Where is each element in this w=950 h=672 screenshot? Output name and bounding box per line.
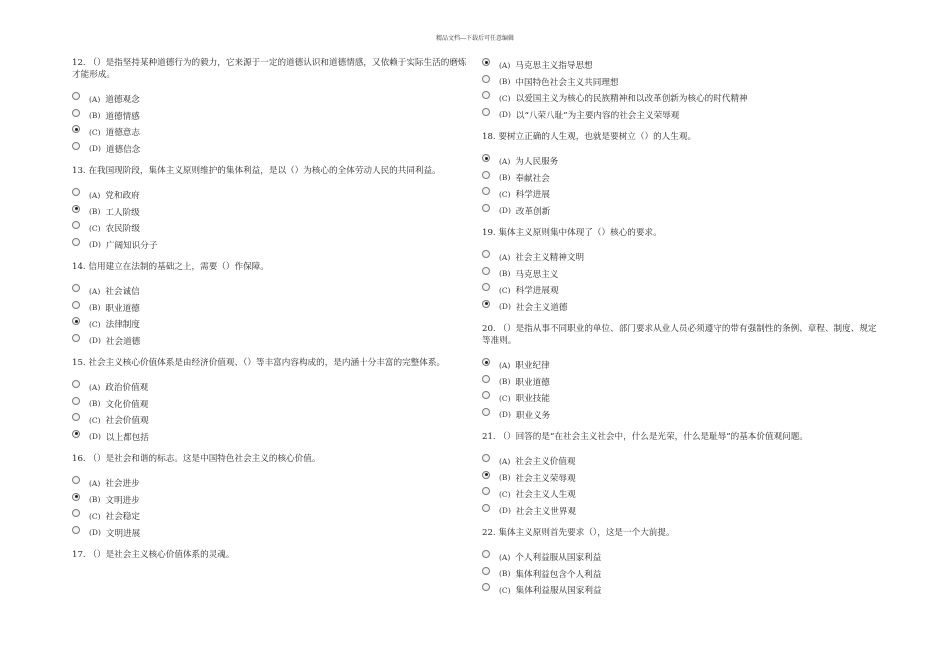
option-label: 道德信念 (105, 144, 141, 155)
radio-unchecked-icon[interactable] (72, 188, 80, 196)
option-key: (A) (499, 252, 511, 262)
option-label: 职业道德 (105, 303, 140, 314)
option-key: (C) (499, 393, 511, 403)
option-label: 社会主义世界观 (515, 506, 577, 517)
radio-unchecked-icon[interactable] (482, 267, 490, 275)
radio-checked-icon[interactable] (482, 300, 490, 308)
question-text: 19. 集体主义原则集中体现了（）核心的要求。 (482, 228, 662, 238)
answer-option[interactable] (482, 282, 882, 299)
option-label: 以爱国主义为核心的民族精神和以改革创新为核心的时代精神 (515, 94, 748, 105)
radio-unchecked-icon[interactable] (72, 301, 80, 309)
question-12 (72, 57, 472, 157)
option-label: 文明进展 (105, 528, 141, 539)
option-label: 社会进步 (105, 479, 140, 490)
answer-option[interactable] (482, 57, 882, 74)
option-label: 个人利益服从国家利益 (515, 553, 602, 564)
question-17 (72, 549, 472, 561)
option-key: (B) (89, 207, 101, 217)
right-column (482, 57, 882, 607)
radio-unchecked-icon[interactable] (72, 397, 80, 405)
option-label: 社会主义精神文明 (515, 253, 585, 264)
option-label: 职业纪律 (515, 361, 550, 372)
option-key: (C) (89, 415, 101, 425)
radio-checked-icon[interactable] (72, 205, 80, 213)
answer-option[interactable] (72, 283, 472, 300)
answer-option[interactable] (482, 186, 882, 203)
option-label: 职业道德 (515, 377, 550, 388)
option-key: (B) (89, 303, 101, 313)
radio-unchecked-icon[interactable] (72, 334, 80, 342)
radio-unchecked-icon[interactable] (482, 108, 490, 116)
radio-unchecked-icon[interactable] (482, 454, 490, 462)
option-label: 科学进展观 (515, 286, 559, 297)
option-label: 道德意志 (105, 128, 140, 139)
answer-option[interactable] (72, 220, 472, 237)
answer-option[interactable] (482, 486, 882, 503)
radio-unchecked-icon[interactable] (72, 142, 80, 150)
answer-option[interactable] (72, 396, 472, 413)
question-text: 21. （）回答的是“在社会主义社会中，什么是光荣，什么是耻辱”的基本价值观问题。 (482, 432, 808, 442)
answer-option[interactable] (72, 412, 472, 429)
option-key: (C) (499, 189, 511, 199)
option-label: 社会主义道德 (515, 302, 568, 313)
question-text: 12. （）是指坚持某种道德行为的毅力，它来源于一定的道德认识和道德情感，又依赖于实际生活的磨炼才能形成。 (72, 58, 467, 80)
answer-option[interactable] (72, 108, 472, 125)
radio-unchecked-icon[interactable] (72, 413, 80, 421)
question-text: 20. （）是指从事不同职业的单位、部门要求从业人员必须遵守的带有强制性的条例、章程、制度、规定等准则。 (482, 324, 877, 346)
option-label: 法律制度 (105, 320, 140, 331)
option-label: 农民阶级 (105, 224, 140, 235)
radio-unchecked-icon[interactable] (72, 238, 80, 246)
radio-unchecked-icon[interactable] (72, 221, 80, 229)
option-key: (A) (499, 156, 511, 166)
radio-unchecked-icon[interactable] (482, 550, 490, 558)
question-21 (482, 431, 882, 519)
answer-option[interactable] (72, 124, 472, 141)
radio-checked-icon[interactable] (72, 430, 80, 438)
option-key: (C) (499, 585, 511, 595)
answer-option[interactable] (482, 549, 882, 566)
option-label: 马克思主义 (515, 269, 559, 280)
option-label: 社会诚信 (105, 287, 140, 298)
option-key: (C) (499, 285, 511, 295)
question-text: 15. 社会主义核心价值体系是由经济价值观、（）等丰富内容构成的，是内涵十分丰富的完整体系。 (72, 358, 446, 368)
answer-option[interactable] (482, 90, 882, 107)
radio-checked-icon[interactable] (72, 317, 80, 325)
option-label: 政治价值观 (105, 383, 149, 394)
answer-option[interactable] (482, 357, 882, 374)
answer-option[interactable] (482, 374, 882, 391)
answer-option[interactable] (482, 503, 882, 520)
option-label: 以上都包括 (105, 432, 149, 443)
question-20 (482, 323, 882, 423)
radio-unchecked-icon[interactable] (482, 504, 490, 512)
radio-unchecked-icon[interactable] (482, 487, 490, 495)
radio-unchecked-icon[interactable] (72, 526, 80, 534)
radio-unchecked-icon[interactable] (72, 476, 80, 484)
option-key: (A) (89, 286, 101, 296)
radio-unchecked-icon[interactable] (482, 91, 490, 99)
option-label: 文明进步 (105, 495, 140, 506)
option-key: (D) (89, 528, 101, 538)
option-key: (C) (89, 511, 101, 521)
option-label: 文化价值观 (105, 399, 149, 410)
option-label: 社会道德 (105, 336, 141, 347)
option-key: (B) (499, 269, 511, 279)
answer-option[interactable] (72, 525, 472, 542)
answer-option[interactable] (72, 204, 472, 221)
option-key: (D) (89, 144, 101, 154)
radio-unchecked-icon[interactable] (482, 408, 490, 416)
radio-unchecked-icon[interactable] (482, 567, 490, 575)
radio-unchecked-icon[interactable] (72, 92, 80, 100)
radio-unchecked-icon[interactable] (482, 583, 490, 591)
option-label: 道德观念 (105, 95, 140, 106)
answer-option[interactable] (72, 141, 472, 158)
answer-option[interactable] (482, 74, 882, 91)
answer-option[interactable] (482, 582, 882, 599)
option-key: (C) (499, 93, 511, 103)
question-19 (482, 227, 882, 315)
radio-unchecked-icon[interactable] (482, 391, 490, 399)
answer-option[interactable] (482, 107, 882, 124)
option-label: 社会主义人生观 (515, 490, 576, 501)
option-label: 社会稳定 (105, 512, 140, 523)
option-key: (D) (499, 110, 511, 120)
answer-option[interactable] (72, 300, 472, 317)
answer-option[interactable] (72, 333, 472, 350)
left-column (72, 57, 472, 571)
radio-unchecked-icon[interactable] (482, 171, 490, 179)
question-text: 17. （）是社会主义核心价值体系的灵魂。 (72, 550, 235, 560)
option-key: (C) (89, 319, 101, 329)
question-15 (72, 357, 472, 445)
answer-option[interactable] (72, 379, 472, 396)
radio-unchecked-icon[interactable] (72, 509, 80, 517)
option-key: (C) (89, 223, 101, 233)
option-key: (A) (89, 94, 101, 104)
answer-option[interactable] (72, 316, 472, 333)
radio-unchecked-icon[interactable] (482, 283, 490, 291)
radio-checked-icon[interactable] (72, 493, 80, 501)
answer-option[interactable] (482, 390, 882, 407)
question-text: 14. 信用建立在法制的基础之上，需要（）作保障。 (72, 262, 269, 272)
option-key: (A) (89, 190, 101, 200)
option-label: 中国特色社会主义共同理想 (515, 77, 619, 88)
option-label: 奉献社会 (515, 173, 550, 184)
option-key: (D) (499, 410, 511, 420)
option-key: (B) (499, 473, 511, 483)
answer-option[interactable] (72, 237, 472, 254)
radio-unchecked-icon[interactable] (482, 375, 490, 383)
option-key: (D) (499, 206, 511, 216)
radio-unchecked-icon[interactable] (482, 204, 490, 212)
question-14 (72, 261, 472, 349)
option-key: (C) (499, 489, 511, 499)
radio-checked-icon[interactable] (72, 125, 80, 133)
answer-option[interactable] (72, 508, 472, 525)
option-label: 马克思主义指导思想 (515, 61, 593, 72)
question-18 (482, 131, 882, 219)
answer-option[interactable] (482, 266, 882, 283)
option-label: 道德情感 (105, 111, 140, 122)
option-key: (B) (89, 495, 101, 505)
question-13 (72, 165, 472, 253)
option-key: (B) (499, 377, 511, 387)
option-label: 社会主义荣辱观 (515, 473, 576, 484)
question-text: 16. （）是社会和谐的标志。这是中国特色社会主义的核心价值。 (72, 454, 321, 464)
option-label: 以“八荣八耻”为主要内容的社会主义荣辱观 (515, 110, 680, 121)
option-label: 科学进展 (515, 190, 550, 201)
option-label: 改革创新 (515, 206, 551, 217)
question-text: 22. 集体主义原则首先要求（），这是一个大前提。 (482, 528, 675, 538)
option-label: 职业技能 (515, 394, 550, 405)
answer-option[interactable] (482, 470, 882, 487)
page-header: 精品文档---下载后可任意编辑 (435, 35, 515, 42)
question-16 (72, 453, 472, 541)
option-key: (D) (89, 432, 101, 442)
answer-option[interactable] (482, 407, 882, 424)
answer-option[interactable] (482, 249, 882, 266)
option-key: (A) (89, 382, 101, 392)
question-text: 18. 要树立正确的人生观，也就是要树立（）的人生观。 (482, 132, 697, 142)
option-key: (D) (499, 302, 511, 312)
question-22 (482, 527, 882, 599)
radio-checked-icon[interactable] (482, 58, 490, 66)
answer-option[interactable] (482, 453, 882, 470)
answer-option[interactable] (72, 492, 472, 509)
radio-unchecked-icon[interactable] (482, 187, 490, 195)
answer-option[interactable] (72, 429, 472, 446)
option-label: 广阔知识分子 (105, 240, 158, 251)
answer-option[interactable] (482, 170, 882, 187)
answer-option[interactable] (482, 566, 882, 583)
option-key: (B) (499, 77, 511, 87)
option-key: (A) (89, 478, 101, 488)
radio-checked-icon[interactable] (482, 358, 490, 366)
option-label: 党和政府 (105, 191, 140, 202)
option-key: (A) (499, 456, 511, 466)
option-key: (D) (499, 506, 511, 516)
option-label: 为人民服务 (515, 157, 559, 168)
answer-option[interactable] (72, 475, 472, 492)
option-key: (A) (499, 60, 511, 70)
answer-option[interactable] (482, 299, 882, 316)
option-label: 社会主义价值观 (515, 457, 576, 468)
radio-unchecked-icon[interactable] (72, 109, 80, 117)
option-key: (A) (499, 552, 511, 562)
radio-unchecked-icon[interactable] (482, 75, 490, 83)
question-17-cont (482, 57, 882, 123)
option-key: (B) (89, 111, 101, 121)
answer-option[interactable] (482, 203, 882, 220)
option-label: 工人阶级 (105, 207, 140, 218)
answer-option[interactable] (72, 187, 472, 204)
option-label: 集体利益服从国家利益 (515, 586, 602, 597)
option-key: (A) (499, 360, 511, 370)
question-text: 13. 在我国现阶段，集体主义原则维护的集体利益，是以（）为核心的全体劳动人民的共同利益。 (72, 166, 441, 176)
answer-option[interactable] (482, 153, 882, 170)
option-label: 职业义务 (515, 410, 551, 421)
radio-unchecked-icon[interactable] (72, 284, 80, 292)
option-key: (C) (89, 127, 101, 137)
option-key: (D) (89, 336, 101, 346)
radio-checked-icon[interactable] (482, 154, 490, 162)
option-key: (D) (89, 240, 101, 250)
radio-unchecked-icon[interactable] (72, 380, 80, 388)
option-label: 集体利益包含个人利益 (515, 569, 602, 580)
radio-unchecked-icon[interactable] (482, 250, 490, 258)
option-key: (B) (89, 399, 101, 409)
option-key: (B) (499, 569, 511, 579)
option-key: (B) (499, 173, 511, 183)
radio-checked-icon[interactable] (482, 471, 490, 479)
option-label: 社会价值观 (105, 416, 149, 427)
answer-option[interactable] (72, 91, 472, 108)
